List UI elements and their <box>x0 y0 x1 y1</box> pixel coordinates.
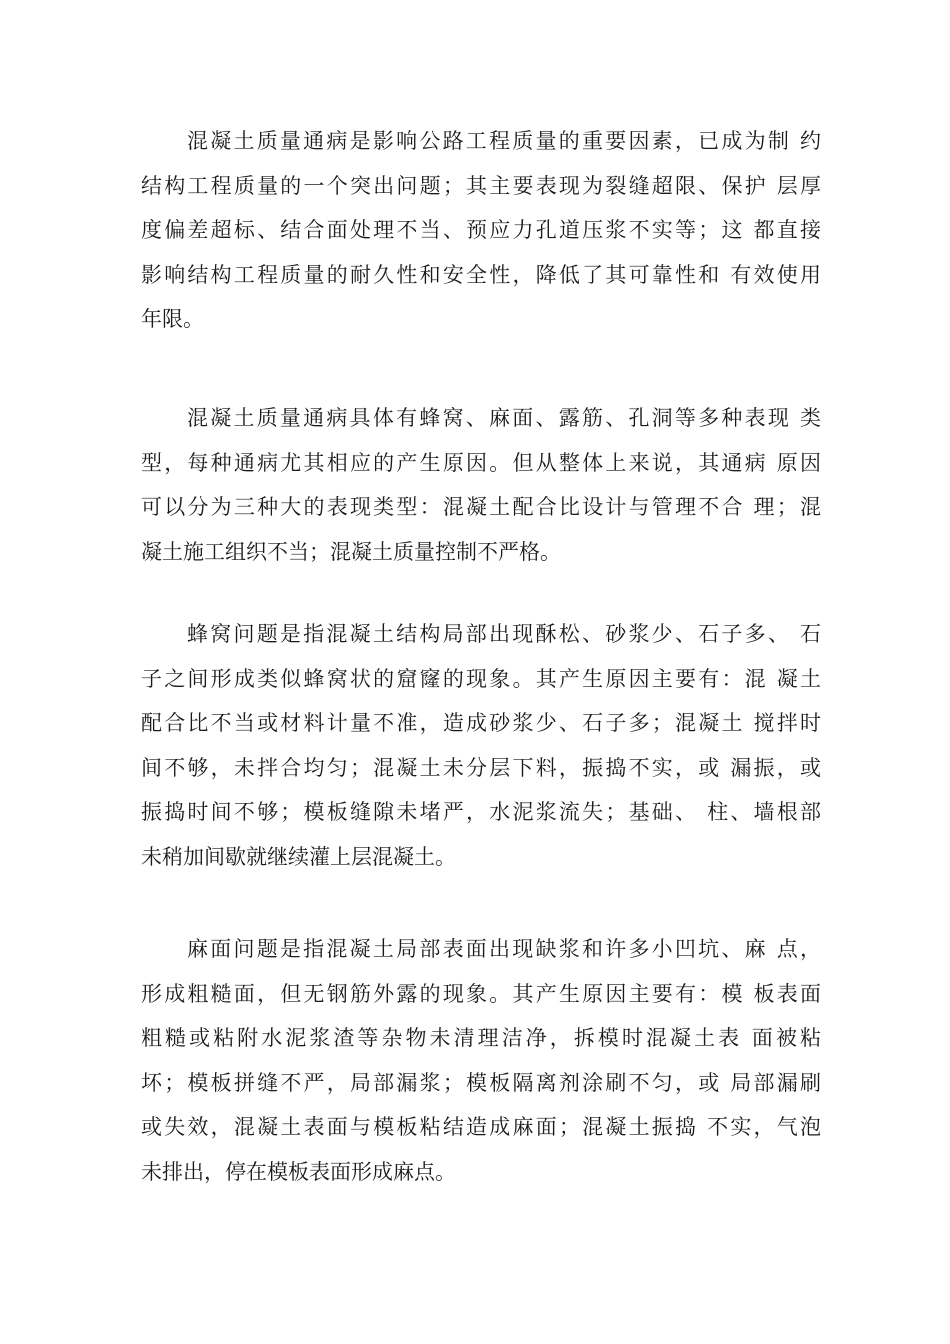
text-line: 可以分为三种大的表现类型：混凝土配合比设计与管理不合 理；混 <box>141 495 821 520</box>
text-line: 未排出，停在模板表面形成麻点。 <box>141 1159 456 1184</box>
text-line: 振捣时间不够；模板缝隙未堵严，水泥浆流失；基础、 柱、墙根部 <box>141 800 821 825</box>
text-line: 配合比不当或材料计量不准，造成砂浆少、石子多；混凝土 搅拌时 <box>141 711 821 736</box>
text-line: 子之间形成类似蜂窝状的窟窿的现象。其产生原因主要有：混 凝土 <box>141 666 821 691</box>
text-line: 坏；模板拼缝不严，局部漏浆；模板隔离剂涂刷不匀，或 局部漏刷 <box>141 1070 821 1095</box>
text-line: 年限。 <box>141 307 204 332</box>
paragraph-defect-types <box>141 396 821 574</box>
text-line: 形成粗糙面，但无钢筋外露的现象。其产生原因主要有：模 板表面 <box>141 981 821 1006</box>
text-line: 粗糙或粘附水泥浆渣等杂物未清理洁净，拆模时混凝土表 面被粘 <box>141 1026 821 1051</box>
text-line: 未稍加间歇就继续灌上层混凝土。 <box>141 844 456 869</box>
paragraph-concrete-defects-overview <box>141 119 821 342</box>
paragraph-pitted-surface <box>141 927 821 1195</box>
text-line: 度偏差超标、结合面处理不当、预应力孔道压浆不实等；这 都直接 <box>141 218 821 243</box>
text-line: 混凝土质量通病具体有蜂窝、麻面、露筋、孔洞等多种表现 类 <box>187 406 821 430</box>
paragraph-honeycomb <box>141 612 821 880</box>
text-line: 蜂窝问题是指混凝土结构局部出现酥松、砂浆少、石子多、 石 <box>187 622 821 646</box>
text-line: 结构工程质量的一个突出问题；其主要表现为裂缝超限、保护 层厚 <box>141 173 821 198</box>
text-line: 型，每种通病尤其相应的产生原因。但从整体上来说，其通病 原因 <box>141 450 821 475</box>
text-line: 麻面问题是指混凝土局部表面出现缺浆和许多小凹坑、麻 点， <box>187 937 821 961</box>
text-line: 混凝土质量通病是影响公路工程质量的重要因素，已成为制 约 <box>187 129 821 153</box>
text-line: 影响结构工程质量的耐久性和安全性，降低了其可靠性和 有效使用 <box>141 262 821 287</box>
text-line: 间不够，未拌合均匀；混凝土未分层下料，振捣不实，或 漏振，或 <box>141 755 821 780</box>
text-line: 或失效，混凝土表面与模板粘结造成麻面；混凝土振捣 不实，气泡 <box>141 1115 821 1140</box>
text-line: 凝土施工组织不当；混凝土质量控制不严格。 <box>141 539 561 564</box>
